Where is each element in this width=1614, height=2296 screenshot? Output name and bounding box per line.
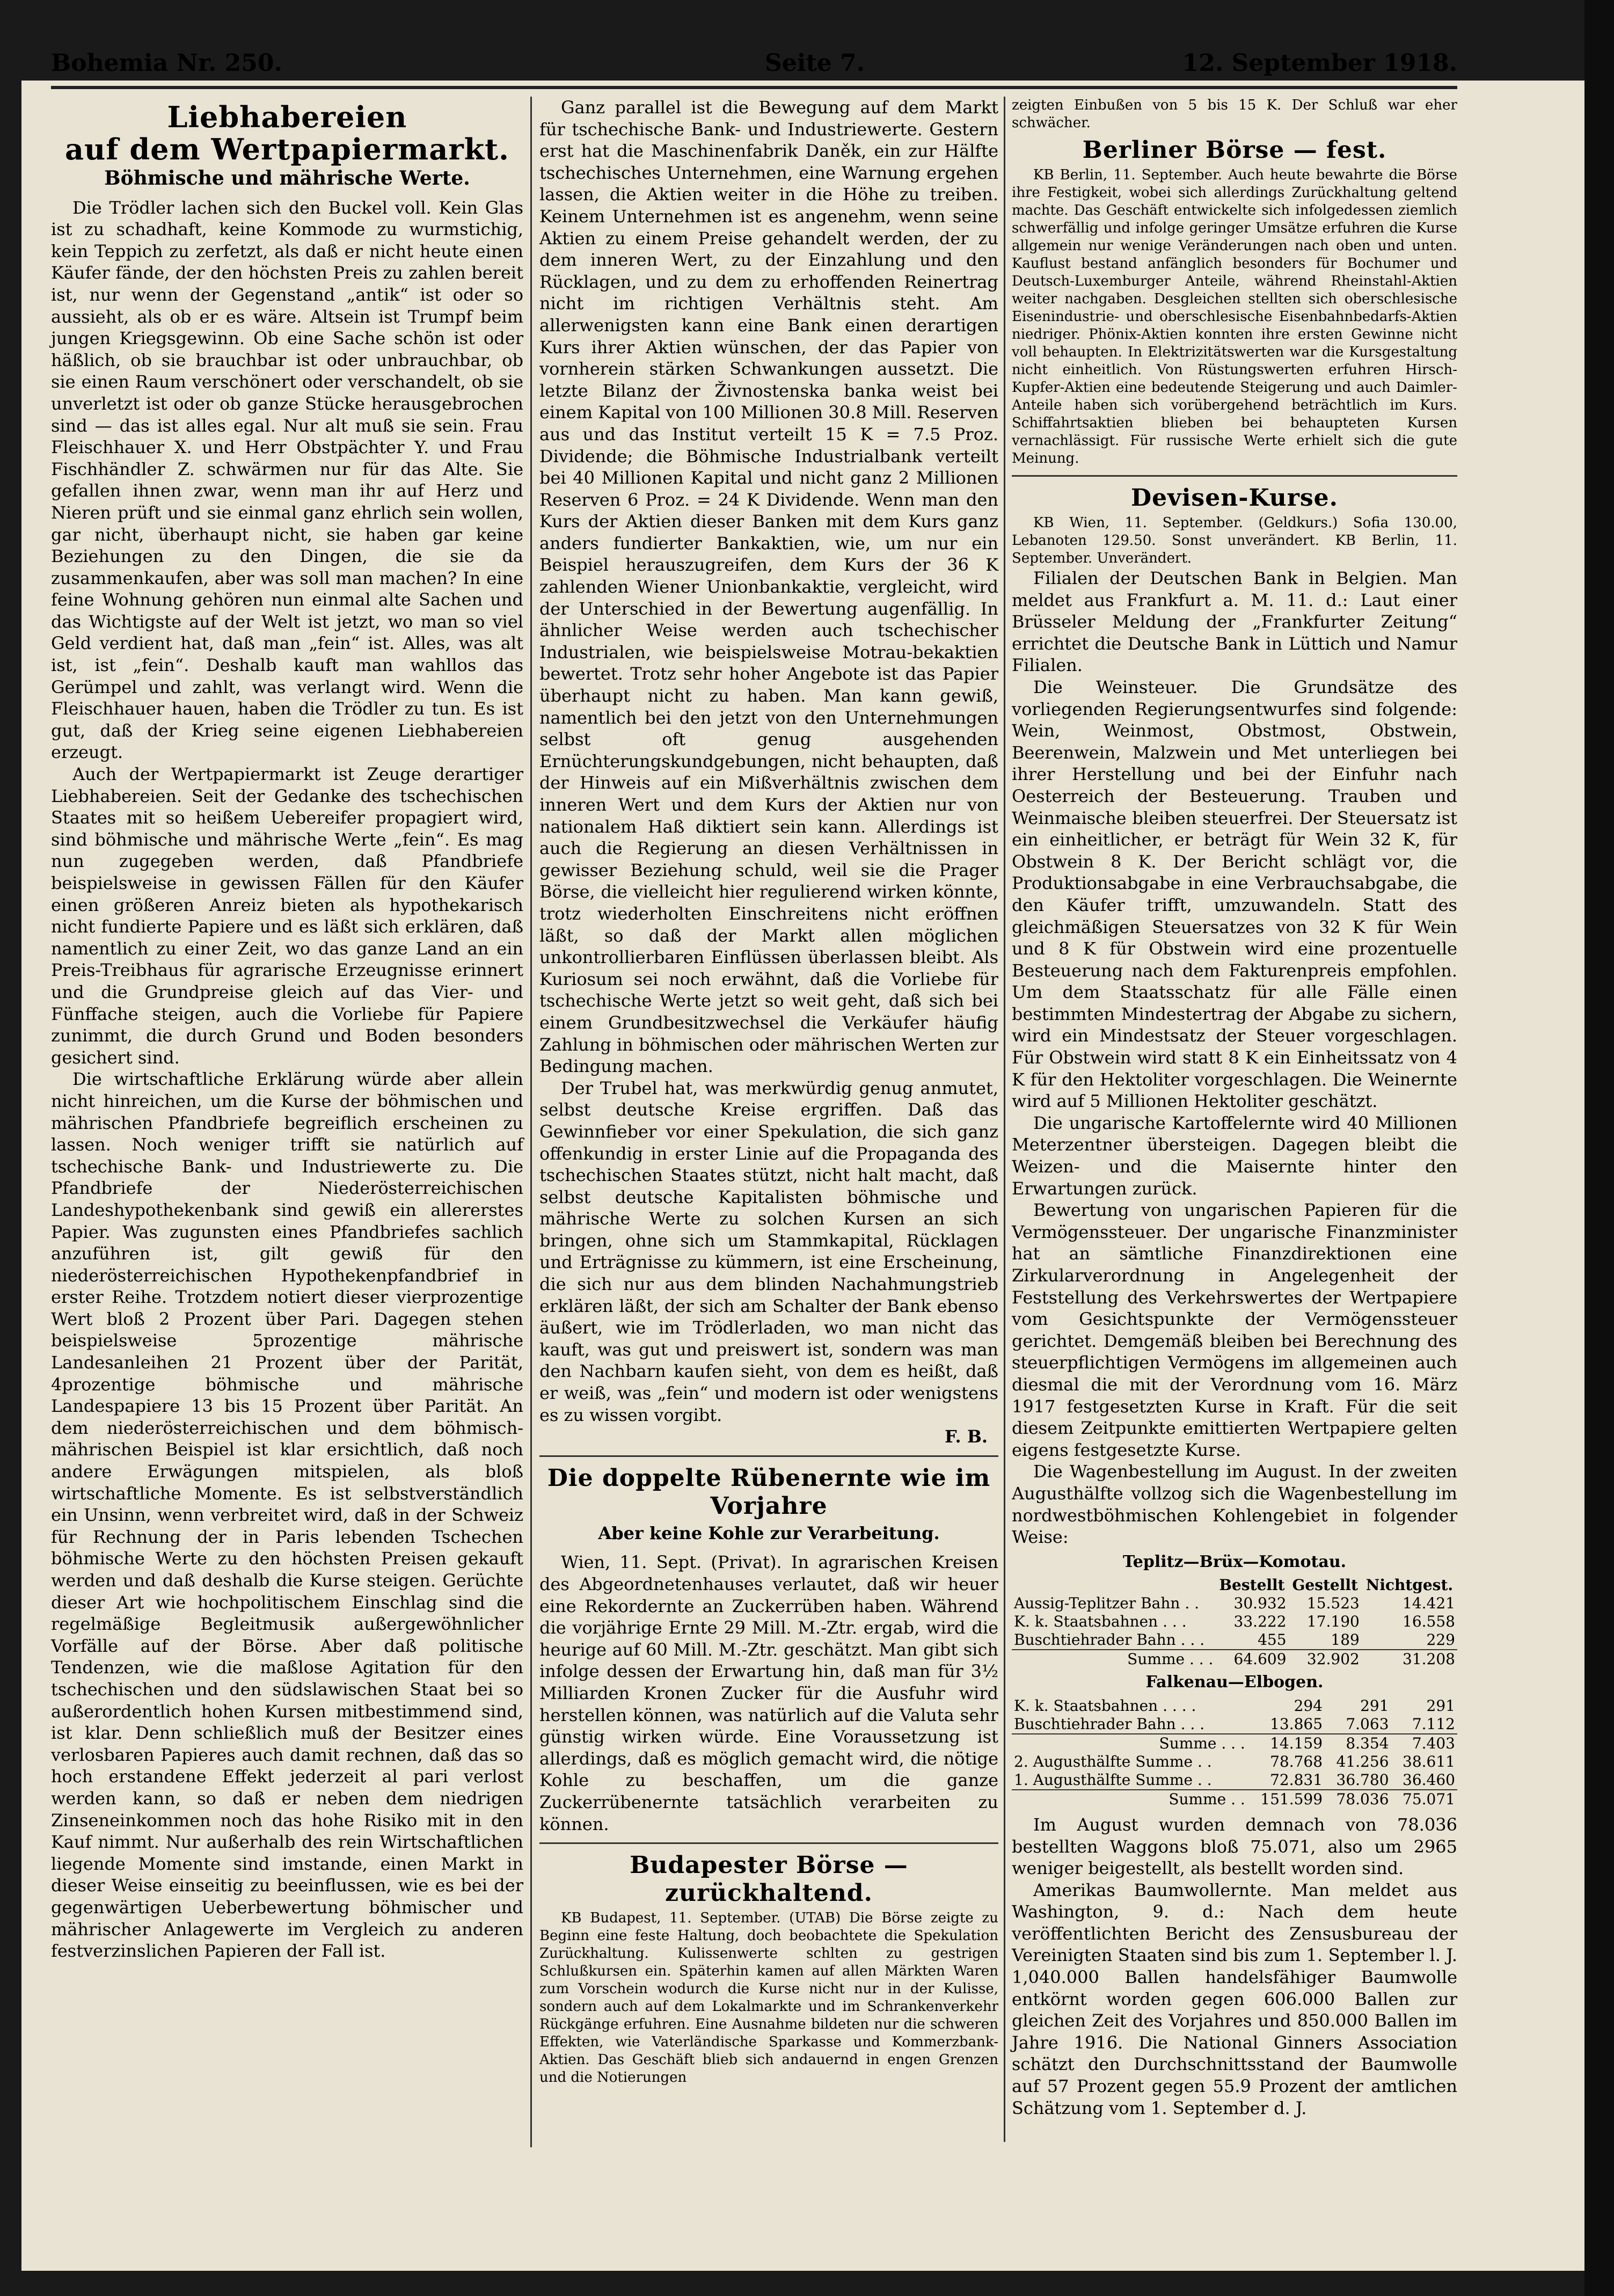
table-row: 1. Augusthälfte Summe . . 72.831 36.780 36.460 [1014,1770,1455,1789]
wagon-table [1012,1576,1457,1668]
table-row: 2. Augusthälfte Summe . . 78.768 41.256 38.611 [1014,1752,1455,1770]
page-edge-shadow [1584,0,1614,2296]
table-sum-row: Summe . . 151.599 78.036 75.071 [1012,1790,1457,1809]
column-2 [539,97,998,2137]
table-row: Aussig-Teplitzer Bahn . . 30.932 15.523 14.421 [1014,1594,1455,1613]
table-row: K. k. Staatsbahnen . . . 33.222 17.190 16.558 [1014,1613,1455,1631]
divider [539,1455,998,1457]
paragraph: Der Trubel hat, was merkwürdig genug anmutet, selbst deutsche Kreise ergriffen. Daß das Gewinnfieber vor einer Spekulation, die sich ganz offenkundig in erster Linie auf die Propaganda des tschechischen Staates stützt, nicht halt macht, daß selbst deutsche Kapitalisten böhmische und mährische Werte zu solchen Kursen an sich bringen, ohne sich um Stammkapital, Rücklagen und Erträgnisse zu kümmern, ist eine Erscheinung, die sich nur aus dem blinden Nachahmungstrieb erklären läßt, der sich am Schalter der Bank ebenso äußert, wie im Trödlerladen, wo man nicht das kauft, was gut und preiswert ist, sondern was man den Nachbarn kaufen sieht, von dem es heißt, daß er weiß, was „fein“ und modern ist oder wenigstens es zu wissen vorgibt. [539,1077,998,1425]
column-divider [1004,97,1005,2142]
paragraph: KB Wien, 11. September. (Geldkurs.) Sofia 130.00, Lebanoten 129.50. Sonst unverändert. KB Berlin, 11. September. Unverändert. [1012,515,1457,566]
column-divider [530,97,532,2147]
article-title: Berliner Börse — fest. [1082,136,1387,164]
table-row: K. k. Staatsbahnen . . . . 294 291 291 [1014,1696,1455,1715]
divider [539,1842,998,1844]
table-row: Buschtiehrader Bahn . . . 455 189 229 [1014,1631,1455,1649]
article-title: Devisen-Kurse. [1131,484,1338,512]
table-row: Buschtiehrader Bahn . . . 13.865 7.063 7.112 [1014,1715,1455,1733]
news-item: Bewertung von ungarischen Papieren für die Vermögenssteuer. Der ungarische Finanzminister hat an sämtliche Finanzdirektionen eine Zirkularverordnung in Angelegenheit der Feststellung des Verkehrswertes der Wertpapiere vom Gesichtspunkte der Vermögenssteuer gerichtet. Demgemäß bleiben bei Berechnung des steuerpflichtigen Vermögens im allgemeinen auch diesmal die mit der Verordnung vom 16. März 1917 festgesetzten Kurse in Kraft. Für die seit diesem Zeitpunkte emittierten Wertpapiere gelten eigens festgesetzte Kurse. [1012,1200,1457,1460]
article-title: Budapester Börse — zurückhaltend. [630,1852,908,1907]
table-section-title: Teplitz—Brüx—Komotau. [1122,1552,1347,1571]
paragraph: Auch der Wertpapiermarkt ist Zeuge derartiger Liebhabereien. Seit der Gedanke des tschechischen Staates mit so heißem Uebereifer propagiert wird, sind böhmische und mährische Werte „fein“. Es mag nun zugegeben werden, daß Pfandbriefe beispielsweise in gewissen Fällen für den Käufer einen größeren Anreiz bieten als hypothekarisch nicht fundierte Papiere und es läßt sich erklären, daß namentlich zu einer Zeit, wo das ganze Land an ein Preis-Treibhaus für agrarische Erzeugnisse erinnert und die Grundpreise gleich auf das Vier- und Fünffache steigen, auch die Vorliebe für Papiere zunimmt, die durch Grund und Boden besonders gesichert sind. [51,764,523,1068]
article-title: Liebhabereien auf dem Wertpapiermarkt. [65,100,509,166]
paragraph: zeigten Einbußen von 5 bis 15 K. Der Schluß war eher schwächer. [1012,97,1457,131]
article-subtitle: Böhmische und mährische Werte. [104,167,470,189]
table-sum-row: Summe . . . 64.609 32.902 31.208 [1012,1650,1457,1668]
paragraph: Die wirtschaftliche Erklärung würde aber allein nicht hinreichen, um die Kurse der böhmischen und mährischen Pfandbriefe begreiflich erscheinen zu lassen. Noch weniger trifft sie natürlich auf tschechische Bank- und Industriewerte zu. Die Pfandbriefe der Niederösterreichischen Landeshypothekenbank sind gewiß ein allererstes Papier. Was zugunsten eines Pfandbriefes sachlich anzuführen ist, gilt gewiß für den niederösterreichischen Hypothekenpfandbrief in erster Reihe. Trotzdem notiert dieser vierprozentige Wert bloß 2 Prozent über Pari. Dagegen stehen beispielsweise 5prozentige mährische Landesanleihen 21 Prozent über der Parität, 4prozentige böhmische und mährische Landespapiere 13 bis 15 Prozent über Parität. An dem niederösterreichischen und dem böhmisch-mährischen Beispiel ist klar ersichtlich, daß noch andere Erwägungen mitspielen, als bloß wirtschaftliche Momente. Es ist selbstverständlich ein Unsinn, wenn verbreitet wird, daß in der Schweiz für Rechnung der in Paris lebenden Tschechen böhmische Werte zu den höchsten Preisen gekauft werden und daß deshalb die Kurse steigen. Gerüchte dieser Art wie hochpolitischem Einschlag sind die regelmäßige Begleitmusik außergewöhnlicher Vorfälle auf der Börse. Aber daß politische Tendenzen, wie die maßlose Agitation für den tschechischen und den südslawischen Staat bei so außerordentlich hohen Kursen mitbestimmend sind, ist klar. Denn schließlich muß der Besitzer eines verlosbaren Papieres auch damit rechnen, daß das so hoch erstandene Effekt jederzeit al pari verlost werden kann, so daß er neben dem niedrigen Zinseneinkommen noch das hohe Risiko mit in den Kauf nimmt. Nur außerhalb des rein Wirtschaftlichen liegende Momente sind imstande, einen Markt in dieser Weise einseitig zu beeinflussen, wie es bei der gegenwärtigen Ueberbewertung böhmischer und mährischer Anlagewerte im Vergleich zu anderen festverzinslichen Papieren der Fall ist. [51,1069,523,1962]
header-publication: Bohemia Nr. 250. [51,49,282,77]
article-subtitle: Aber keine Kohle zur Verarbeitung. [598,1522,940,1543]
news-item: Im August wurden demnach von 78.036 bestellten Waggons bloß 75.071, also um 2965 weniger beigestellt, als bestellt worden sind. [1012,1814,1457,1879]
divider [1012,475,1457,477]
news-item: Amerikas Baumwollernte. Man meldet aus Washington, 9. d.: Nach dem heute veröffentlichten Bericht des Zensusbureau der Vereinigten Staaten sind bis zum 1. September l. J. 1,040.000 Ballen handelsfähiger Baumwolle entkörnt worden gegen 606.000 Ballen zur gleichen Zeit des Vorjahres und 850.000 Ballen im Jahre 1916. Die National Ginners Association schätzt den Durchschnittsstand der Baumwolle auf 57 Prozent gegen 55.9 Prozent der amtlichen Schätzung vom 1. September d. J. [1012,1879,1457,2118]
paragraph: Wien, 11. Sept. (Privat). In agrarischen Kreisen des Abgeordnetenhauses verlautet, daß wir heuer eine Rekordernte an Zuckerrüben haben. Während die vorjährige Ernte 29 Mill. M.-Ztr. ergab, wird die heurige auf 60 Mill. M.-Ztr. geschätzt. Man gibt sich infolge dessen der Erwartung hin, daß man für 3½ Milliarden Kronen Zucker für die Ausfuhr wird herstellen können, was natürlich auf die Valuta sehr günstig wirken würde. Eine Voraussetzung ist allerdings, daß es möglich gemacht wird, die nötige Kohle zu beschaffen, um die ganze Zuckerrübenernte tatsächlich verarbeiten zu können. [539,1552,998,1834]
header-date: 12. September 1918. [1182,49,1457,77]
news-item: Filialen der Deutschen Bank in Belgien. Man meldet aus Frankfurt a. M. 11. d.: Laut einer Brüsseler Meldung der „Frankfurter Zeitung“ errichtet die Deutsche Bank in Lüttich und Namur Filialen. [1012,568,1457,676]
column-1 [51,97,523,2147]
paragraph: Ganz parallel ist die Bewegung auf dem Markt für tschechische Bank- und Industriewerte. Gestern erst hat die Maschinenfabrik Daněk, ein zur Hälfte tschechisches Unternehmen, eine Warnung ergehen lassen, die Aktien weiter in die Höhe zu treiben. Keinem Unternehmen ist es angenehm, wenn seine Aktien zu einem Preise gehandelt werden, der zu dem inneren Wert, zu der Einzahlung und den Rücklagen, und zu dem zu erhoffenden Reinertrag nicht im richtigen Verhältnis steht. Am allerwenigsten kann eine Bank einen derartigen Kurs ihrer Aktien wünschen, der das Papier von vornherein stärken Schwankungen aussetzt. Die letzte Bilanz der Živnostenska banka weist bei einem Kapital von 100 Millionen 30.8 Mill. Reserven aus und das Institut verteilt 15 K = 7.5 Proz. Dividende; die Böhmische Industrialbank verteilt bei 40 Millionen Kapital und nicht ganz 2 Millionen Reserven 6 Proz. = 24 K Dividende. Wenn man den Kurs der Aktien dieser Banken mit dem Kurs ganz anders fundierter Bankaktien, wie, um nur ein Beispiel herauszugreifen, dem Kurs der 36 K zahlenden Wiener Unionbankaktie, vergleicht, wird der Unterschied in der Bewertung augenfällig. In ähnlicher Weise werden auch tschechischer Industrialen, wie beispielsweise Motrau-bekaktien bewertet. Trotz sehr hoher Angebote ist das Papier überhaupt nicht zu haben. Man kann gewiß, namentlich bei den jetzt von den Unternehmungen selbst oft genug ausgehenden Ernüchterungskundgebungen, nicht behaupten, daß der Hinweis auf ein Mißverhältnis zwischen dem inneren Wert und dem Kurs der Aktien nur von nationalem Haß diktiert sein kann. Allerdings ist auch die Regierung an diesen Verhältnissen in gewisser Beziehung schuld, weil sie die Prager Börse, die vielleicht hier regulierend wirken könnte, trotz wiederholten Einschreitens nicht eröffnen läßt, so daß der Markt allen möglichen unkontrollierbaren Einflüssen überlassen bleibt. Als Kuriosum sei noch erwähnt, daß die Vorliebe für tschechische Werte jetzt so weit geht, daß sich bei einem Grundbesitzwechsel die Verkäufer häufig Zahlung in böhmischen oder mährischen Werten zur Bedingung machen. [539,97,998,1077]
paragraph: Die Trödler lachen sich den Buckel voll. Kein Glas ist zu schadhaft, keine Kommode zu wurmstichig, kein Teppich zu zerfetzt, als daß er nicht heute einen Käufer fände, der den höchsten Preis zu zahlen bereit ist, nur wenn der Gegenstand „antik“ ist oder so aussieht, als ob er es wäre. Altsein ist Trumpf beim jungen Kriegsgewinn. Ob eine Sache schön ist oder häßlich, ob sie brauchbar ist oder unbrauchbar, ob sie einen Raum verschönert oder verschandelt, ob sie unverletzt ist oder ob ganze Stücke herausgebrochen sind — das ist alles egal. Nur alt muß sie sein. Frau Fleischhauer X. und Herr Obstpächter Y. und Frau Fischhändler Z. schwärmen nur für das Alte. Sie gefallen ihnen zwar, wenn man ihr auf Herz und Nieren prüft und sie einmal ganz ehrlich sein wollen, gar nicht, überhaupt nicht, sie haben gar keine Beziehungen zu den Dingen, die sie da zusammenkaufen, aber was soll man machen? In eine feine Wohnung gehören nun einmal alte Sachen und das Wichtigste auf der Welt ist jetzt, wo man so viel Geld verdient hat, daß man „fein“ ist. Alles, was alt ist, ist „fein“. Deshalb kauft man wahllos das Gerümpel und zahlt, was verlangt wird. Wenn die Fleischhauer hauen, haben die Trödler zu tun. Es ist gut, daß der Krieg seine eigenen Liebhabereien erzeugt. [51,197,523,763]
column-3 [1012,97,1457,2118]
news-item: Die Wagenbestellung im August. In der zweiten Augusthälfte vollzog sich die Wagenbestellung im nordwestböhmischen Kohlengebiet in folgender Weise: [1012,1461,1457,1548]
table-section-title: Falkenau—Elbogen. [1145,1673,1324,1692]
header-rule [51,86,1457,89]
article-signature: F. B. [945,1426,988,1447]
paragraph: KB Berlin, 11. September. Auch heute bewahrte die Börse ihre Festigkeit, wobei sich allerdings Zurückhaltung geltend machte. Das Geschäft entwickelte sich infolgedessen ziemlich schwerfällig und infolge geringer Umsätze erfuhren die Kurse allgemein nur wenige Veränderungen nach oben und unten. Kauflust bestand anfänglich besonders für Bochumer und Deutsch-Luxemburger Anteile, während Rheinstahl-Aktien weiter nachgaben. Desgleichen stellten sich oberschlesische Eisenindustrie- und oberschlesische Eisenbahnbedarfs-Aktien niedriger. Phönix-Aktien konnten ihre ersten Gewinne nicht voll behaupten. In Elektrizitätswerten war die Kursgestaltung nicht einheitlich. Von Rüstungswerten erfuhren Hirsch-Kupfer-Aktien eine bedeutende Steigerung und auch Daimler-Anteile haben sich vorübergehend beträchtlich im Kurs. Schiffahrtsaktien blieben bei behaupteten Kursen vernachlässigt. Für russische Werte erhielt sich die gute Meinung. [1012,167,1457,467]
table-sum-row: Summe . . . 14.159 8.354 7.403 [1012,1734,1457,1753]
table-header-row: Bestellt Gestellt Nichtgest. [1219,1576,1454,1594]
page-header [51,49,1457,87]
paragraph: KB Budapest, 11. September. (UTAB) Die Börse zeigte zu Beginn eine feste Haltung, doch beobachtete die Spekulation Zurückhaltung. Kulissenwerte schlten zu gestrigen Schlußkursen ein. Späterhin kamen auf allen Märkten Waren zum Vorschein wodurch die Kurse nicht nur in der Kulisse, sondern auch auf dem Lokalmarkte und im Schrankenverkehr Rückgänge erfuhren. Eine Ausnahme bildeten nur die schweren Effekten, wie Vaterländische Sparkasse und Kommerzbank-Aktien. Das Geschäft blieb sich andauernd in engen Grenzen und die Notierungen [539,1910,998,2086]
header-page-number: Seite 7. [765,49,865,77]
news-item: Die ungarische Kartoffelernte wird 40 Millionen Meterzentner übersteigen. Dagegen bleibt die Weizen- und die Maisernte hinter den Erwartungen zurück. [1012,1112,1457,1199]
wagon-table [1012,1697,1457,1809]
article-title: Die doppelte Rübenernte wie im Vorjahre [547,1464,991,1520]
news-item: Die Weinsteuer. Die Grundsätze des vorliegenden Regierungsentwurfes sind folgende: Wein, Weinmost, Obstmost, Obstwein, Beerenwein, Malzwein und Met unterliegen bei ihrer Herstellung und bei der Einfuhr nach Oesterreich der Besteuerung. Trauben und Weinmaische bleiben steuerfrei. Der Steuersatz ist ein einheitlicher, er beträgt für Wein 32 K, für Obstwein 8 K. Der Bericht schlägt vor, die Produktionsabgabe in eine Verbrauchsabgabe, die den Käufer trifft, umzuwandeln. Statt des gleichmäßigen Steuersatzes von 32 K für Wein und 8 K für Obstwein wird eine prozentuelle Besteuerung nach dem Fakturenpreis empfohlen. Um dem Staatsschatz für alle Fälle einen bestimmten Mindestertrag der Abgabe zu sichern, wird ein Mindestsatz der Steuer vorgeschlagen. Für Obstwein wird statt 8 K ein Einheitssatz von 4 K für den Hektoliter vorgeschlagen. Die Weinernte wird auf 5 Millionen Hektoliter geschätzt. [1012,676,1457,1112]
